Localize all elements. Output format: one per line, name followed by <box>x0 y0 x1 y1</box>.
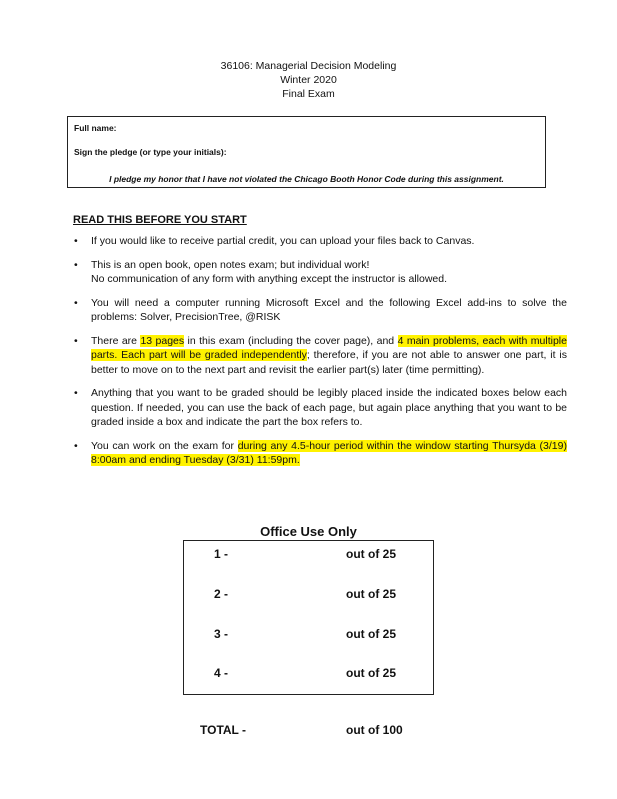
course-title: 36106: Managerial Decision Modeling <box>220 60 397 72</box>
instruction-text: If you would like to receive partial credit, you can upload your files back to Canvas. <box>91 235 475 247</box>
instruction-text: Anything that you want to be graded should be legibly placed inside the indicated boxes below each question. If needed, you can use the back of each page, but again place anything that you want to be graded inside a box and indicate the part the box refers to. <box>91 387 567 428</box>
list-item <box>73 439 567 468</box>
problem-score: out of 25 <box>346 547 396 561</box>
bullet-icon: • <box>74 387 78 399</box>
list-item <box>73 334 567 378</box>
list-item <box>73 386 567 430</box>
instruction-text: ; therefore, if you are not able to answer one part, it is better to move on to the next part and revisit the earlier part(s) later (time permitting). <box>91 349 567 376</box>
instructions-list <box>73 234 567 477</box>
pledge-sign-label: Sign the pledge (or type your initials): <box>74 147 227 157</box>
problem-score: out of 25 <box>346 587 396 601</box>
problem-label: 3 - <box>214 627 229 641</box>
bullet-icon: • <box>74 235 78 247</box>
instruction-text: There are <box>91 334 141 347</box>
bullet-icon: • <box>74 258 78 271</box>
student-info-box <box>67 116 546 188</box>
list-item <box>73 234 567 249</box>
problem-score: out of 25 <box>346 627 396 641</box>
problem-score: out of 25 <box>346 666 396 680</box>
bullet-icon: • <box>74 334 78 347</box>
exam-title: Final Exam <box>282 88 335 100</box>
instruction-text: in this exam (including the cover page), and <box>184 334 398 347</box>
term: Winter 2020 <box>280 74 337 86</box>
problem-label: 2 - <box>214 587 229 601</box>
problem-label: 4 - <box>214 666 229 680</box>
instruction-text: This is an open book, open notes exam; but individual work! <box>91 258 370 271</box>
score-table <box>183 540 434 695</box>
instruction-text: You can work on the exam for <box>91 439 238 452</box>
list-item <box>73 296 567 325</box>
office-use-title: Office Use Only <box>260 524 357 539</box>
bullet-icon: • <box>74 439 78 452</box>
problem-label: 1 - <box>214 547 229 561</box>
total-score: out of 100 <box>346 723 403 737</box>
highlight-pages: 13 pages <box>140 334 185 347</box>
instruction-text: You will need a computer running Microsoft Excel and the following Excel add-ins to solve the problems: Solver, PrecisionTree, @RISK <box>91 296 567 323</box>
instruction-text: No communication of any form with anything except the instructor is allowed. <box>91 273 448 285</box>
list-item <box>73 258 567 287</box>
full-name-label: Full name: <box>74 123 117 133</box>
honor-pledge: I pledge my honor that I have not violated the Chicago Booth Honor Code during this assignment. <box>109 174 504 184</box>
bullet-icon: • <box>74 296 78 309</box>
instructions-title: READ THIS BEFORE YOU START <box>73 214 247 226</box>
highlight-window: during any 4.5-hour period within the window starting Thursyda (3/19) 8:00am and ending Tuesday (3/31) 11:59pm. <box>91 439 567 466</box>
highlight-problems: 4 main problems, each with multiple parts. Each part will be graded independently <box>91 334 567 361</box>
total-label: TOTAL - <box>200 723 246 737</box>
